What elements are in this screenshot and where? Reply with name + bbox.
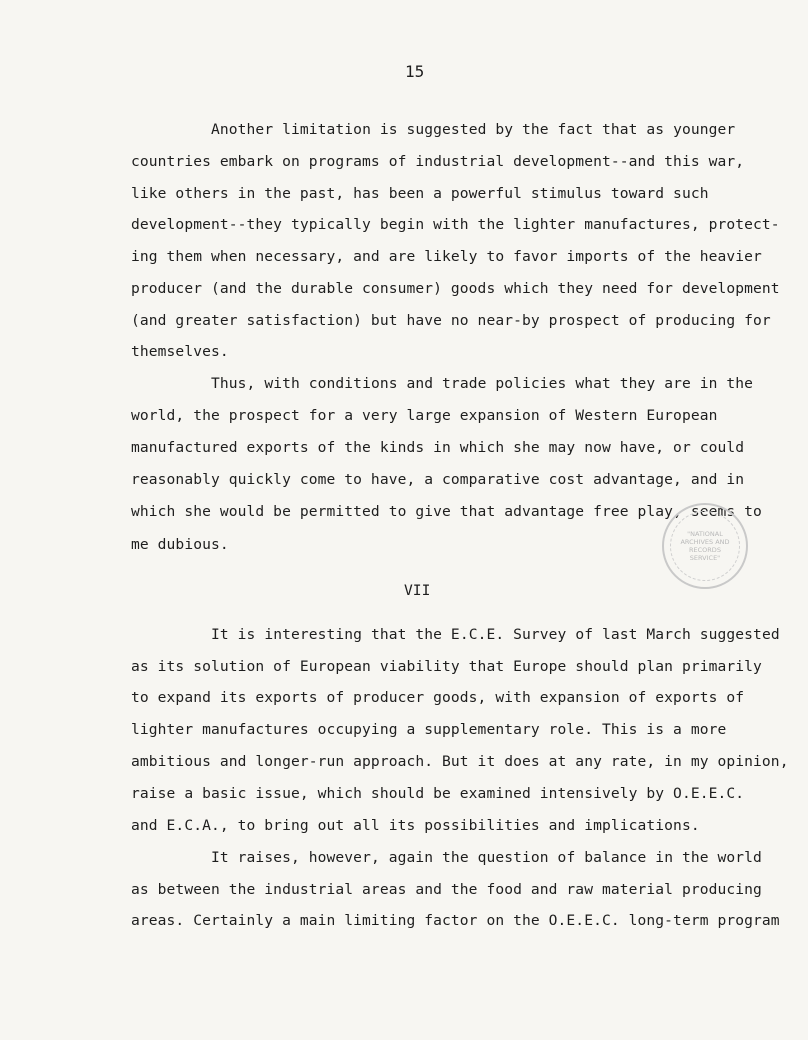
text-line: lighter manufactures occupying a supplementary role. This is a more [131,721,727,738]
text-line: raise a basic issue, which should be examined intensively by O.E.E.C. [131,785,745,802]
stamp-text: ARCHIVES AND [680,538,730,546]
stamp-ring [670,511,740,581]
text-line: manufactured exports of the kinds in which she may now have, or could [131,439,745,456]
text-line: and E.C.A., to bring out all its possibilities and implications. [131,817,700,834]
text-line: Thus, with conditions and trade policies what they are in the [211,375,754,392]
text-line: themselves. [131,343,229,360]
text-line: development--they typically begin with the lighter manufactures, protect- [131,216,780,233]
section-heading: VII [404,582,431,599]
stamp-text: "NATIONAL [687,530,723,538]
text-line: which she would be permitted to give that advantage free play, seems to [131,503,762,520]
stamp-text: SERVICE" [689,554,721,562]
text-line: as between the industrial areas and the food and raw material producing [131,881,762,898]
text-line: producer (and the durable consumer) goods which they need for development [131,280,780,297]
archive-stamp [662,503,748,589]
text-line: It raises, however, again the question of balance in the world [211,849,762,866]
text-line: reasonably quickly come to have, a comparative cost advantage, and in [131,471,745,488]
text-line: It is interesting that the E.C.E. Survey of last March suggested [211,626,780,643]
text-line: areas. Certainly a main limiting factor on the O.E.E.C. long-term program [131,912,780,929]
text-line: like others in the past, has been a powerful stimulus toward such [131,185,709,202]
page-number: 15 [405,62,425,81]
stamp-text: RECORDS [689,546,721,554]
text-line: (and greater satisfaction) but have no near-by prospect of producing for [131,312,771,329]
text-line: Another limitation is suggested by the fact that as younger [211,121,736,138]
text-line: ambitious and longer-run approach. But it does at any rate, in my opinion, [131,753,789,770]
text-line: countries embark on programs of industrial development--and this war, [131,153,745,170]
text-line: as its solution of European viability that Europe should plan primarily [131,658,762,675]
text-line: to expand its exports of producer goods, with expansion of exports of [131,689,745,706]
text-line: me dubious. [131,536,229,553]
text-line: world, the prospect for a very large expansion of Western European [131,407,718,424]
text-line: ing them when necessary, and are likely to favor imports of the heavier [131,248,762,265]
